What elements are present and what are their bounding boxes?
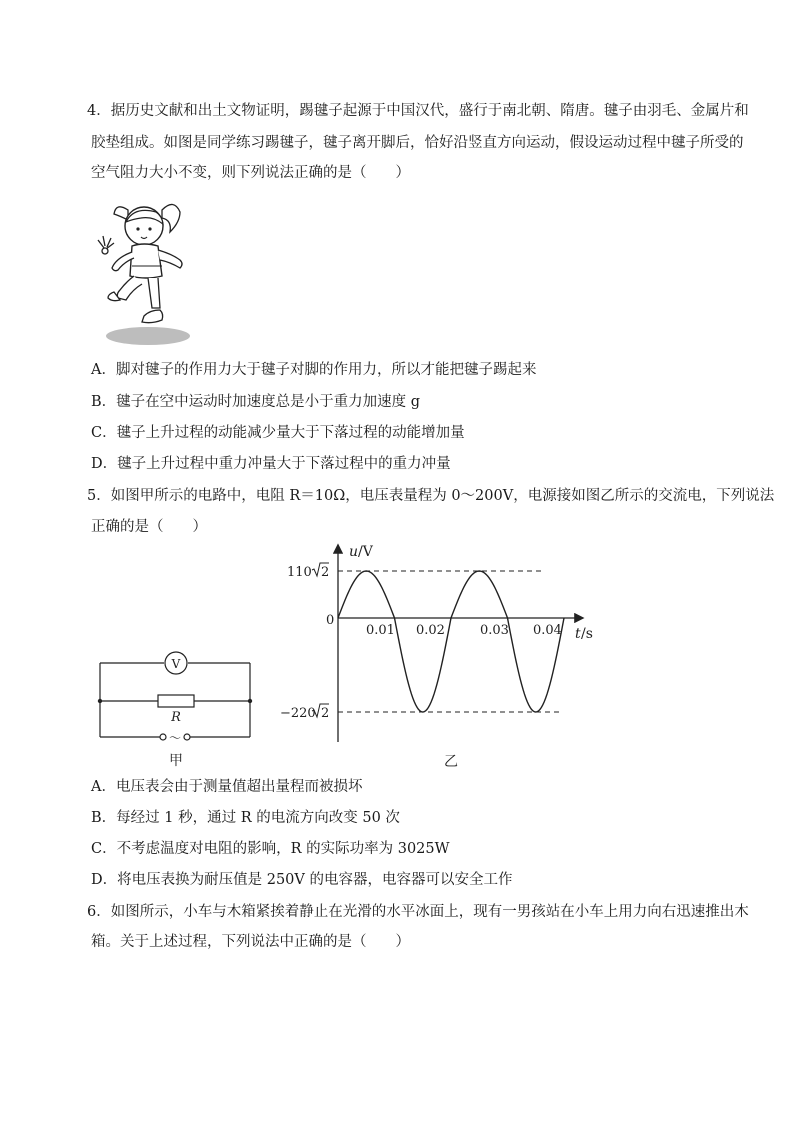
- x-tick-1: 0.01: [366, 623, 395, 638]
- q6-line-1: 6．如图所示，小车与木箱紧挨着静止在光滑的水平冰面上，现有一男孩站在小车上用力向右迅速推出木: [87, 904, 749, 920]
- q5-option-b: B．每经过 1 秒，通过 R 的电流方向改变 50 次: [91, 810, 400, 826]
- q5-option-a: A．电压表会由于测量值超出量程而被损坏: [91, 779, 363, 795]
- x-tick-3: 0.03: [480, 623, 509, 638]
- y-axis-unit: /V: [358, 544, 373, 560]
- circuit-diagram-jia: [92, 645, 262, 770]
- x-axis-unit: /s: [581, 626, 593, 642]
- q4-line-3: 空气阻力大小不变，则下列说法正确的是（ ）: [91, 165, 410, 181]
- q4-option-c: C．毽子上升过程的动能减少量大于下落过程的动能增加量: [91, 425, 465, 441]
- x-tick-4: 0.04: [533, 623, 562, 638]
- q6-line-2: 箱。关于上述过程，下列说法中正确的是（ ）: [91, 934, 410, 950]
- q5-line-1: 5．如图甲所示的电路中，电阻 R＝10Ω，电压表量程为 0～200V，电源接如图乙所示的交流电，下列说法: [87, 488, 775, 504]
- voltage-waveform: [338, 571, 564, 712]
- q5-option-c: C．不考虑温度对电阻的影响，R 的实际功率为 3025W: [91, 841, 450, 857]
- x-tick-2: 0.02: [416, 623, 445, 638]
- q4-option-d: D．毽子上升过程中重力冲量大于下落过程中的重力冲量: [91, 456, 451, 472]
- graph-caption: 乙: [444, 754, 458, 770]
- circuit-caption: 甲: [169, 753, 183, 769]
- voltmeter-label: V: [171, 657, 181, 671]
- ymin-root: 2: [321, 706, 330, 721]
- y-axis-var: u: [349, 544, 359, 560]
- ymax-label: 110: [287, 565, 312, 580]
- origin-label: 0: [326, 613, 335, 628]
- ac-source-symbol: ～: [168, 731, 182, 745]
- ymin-label: −220: [280, 706, 316, 721]
- x-axis-var: t: [575, 626, 581, 642]
- ymax-root: 2: [321, 565, 330, 580]
- q4-option-b: B．毽子在空中运动时加速度总是小于重力加速度 g: [91, 394, 421, 410]
- q5-line-2: 正确的是（ ）: [91, 519, 207, 535]
- voltage-time-graph-yi: [270, 538, 600, 770]
- q4-option-a: A．脚对毽子的作用力大于毽子对脚的作用力，所以才能把毽子踢起来: [91, 362, 537, 378]
- q4-line-2: 胶垫组成。如图是同学练习踢毽子，毽子离开脚后，恰好沿竖直方向运动，假设运动过程中毽子所受的: [91, 135, 744, 151]
- q4-line-1: 4．据历史文献和出土文物证明，踢毽子起源于中国汉代，盛行于南北朝、隋唐。毽子由羽毛、金属片和: [87, 103, 749, 119]
- resistor-label: R: [171, 710, 181, 725]
- q5-option-d: D．将电压表换为耐压值是 250V 的电容器，电容器可以安全工作: [91, 872, 513, 888]
- girl-kicking-shuttlecock-illustration: [92, 196, 210, 346]
